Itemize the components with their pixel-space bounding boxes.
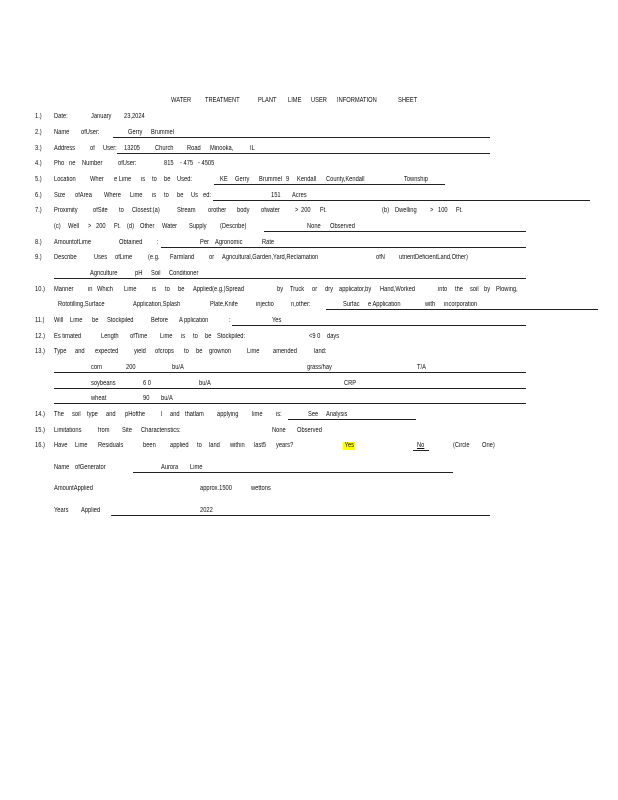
- title-word: USER: [311, 97, 327, 104]
- generator-field-line[interactable]: [133, 472, 453, 473]
- location-label: to: [152, 176, 157, 183]
- uses-value: Conditioner: [169, 270, 199, 277]
- manner-label: Application,Splash: [133, 301, 181, 308]
- crop-unit: T/A: [417, 364, 426, 371]
- crop-row-line[interactable]: [54, 388, 526, 389]
- size-label: Where: [104, 192, 121, 199]
- stockpiled-value: Yes: [272, 317, 282, 324]
- item-number: 7.): [35, 207, 42, 214]
- item-number: 14.): [35, 411, 45, 418]
- address-field-line[interactable]: [117, 153, 490, 154]
- uses-label: utrientDeficientLand,Other): [399, 254, 468, 261]
- date-value: 23,2024: [124, 113, 145, 120]
- crops-label: to: [184, 348, 189, 355]
- date-label: Date:: [54, 113, 68, 120]
- manner-label: by: [277, 286, 284, 293]
- length-label: Length: [101, 333, 119, 340]
- residuals-label: to: [197, 442, 202, 449]
- amount-value: Agronomic: [215, 239, 243, 246]
- phone-label: ofUser:: [118, 160, 137, 167]
- no-option[interactable]: No: [417, 442, 425, 449]
- soil-label: soil: [72, 411, 81, 418]
- item-number: 16.): [35, 442, 45, 449]
- manner-label: applicator,by: [339, 286, 372, 293]
- proximity-value: 200: [301, 207, 311, 214]
- stockpiled-label: Before: [151, 317, 168, 324]
- length-label: to: [193, 333, 198, 340]
- manner-label: is: [152, 286, 157, 293]
- proximity-label: to: [119, 207, 124, 214]
- item-number: 10.): [35, 286, 45, 293]
- length-value: <9 0: [309, 333, 321, 340]
- limitations-value: Observed: [297, 427, 322, 434]
- proximity-value: 100: [438, 207, 448, 214]
- soil-label: pHofthe: [125, 411, 146, 418]
- years-value: 2022: [200, 507, 213, 514]
- uses-field-line[interactable]: [54, 278, 526, 279]
- amount-applied-value: approx.1500: [200, 485, 232, 492]
- proximity-label: ofwater: [261, 207, 280, 214]
- size-label: Us: [191, 192, 199, 199]
- uses-label: Describe: [54, 254, 77, 261]
- years-field-line[interactable]: [111, 515, 490, 516]
- residuals-label: years?: [276, 442, 294, 449]
- uses-label: Uses: [94, 254, 108, 261]
- limitations-label: Characteristics:: [141, 427, 181, 434]
- item-number: 4.): [35, 160, 42, 167]
- manner-value: Surfac: [343, 301, 360, 308]
- soil-value: See: [308, 411, 319, 418]
- size-field-line[interactable]: [213, 200, 590, 201]
- size-label: to: [164, 192, 169, 199]
- crop-name: CRP: [344, 380, 357, 387]
- residuals-label: One): [482, 442, 495, 449]
- limitations-label: from: [98, 427, 110, 434]
- well-label: (c): [54, 223, 61, 230]
- stockpiled-label: Lime: [70, 317, 83, 324]
- crops-label: Lime: [247, 348, 260, 355]
- size-value: 151: [271, 192, 281, 199]
- soil-value: Analysis: [326, 411, 348, 418]
- length-label: Stockpiled:: [217, 333, 246, 340]
- stockpiled-field-line[interactable]: [232, 325, 526, 326]
- manner-label: Rototilling,Surface: [58, 301, 105, 308]
- title-word: TREATMENT: [205, 97, 240, 104]
- soil-field-line[interactable]: [288, 419, 416, 420]
- manner-label: injectio: [256, 301, 274, 308]
- manner-label: or: [312, 286, 318, 293]
- phone-value: 815: [164, 160, 174, 167]
- manner-label: in: [88, 286, 93, 293]
- limitations-label: Limitations: [54, 427, 82, 434]
- crops-label: Type: [54, 348, 67, 355]
- title-word: SHEET: [398, 97, 418, 104]
- limitations-label: Site: [122, 427, 132, 434]
- amount-label: :: [157, 239, 159, 246]
- generator-label: ofGenerator: [75, 464, 106, 471]
- length-label: Es timated: [54, 333, 82, 340]
- crop-yield: 6 0: [143, 380, 151, 387]
- item-number: 9.): [35, 254, 42, 261]
- proximity-label: orother: [208, 207, 227, 214]
- phone-label: ne: [69, 160, 76, 167]
- location-value: KE: [220, 176, 228, 183]
- crops-label: ofcrops: [155, 348, 174, 355]
- uses-value: pH: [135, 270, 143, 277]
- manner-label: to: [165, 286, 170, 293]
- manner-label: Plate,Knife: [210, 301, 238, 308]
- location-label: be: [164, 176, 171, 183]
- item-number: 3.): [35, 145, 42, 152]
- stockpiled-label: Stockpiled: [107, 317, 134, 324]
- item-number: 15.): [35, 427, 45, 434]
- manner-label: into: [438, 286, 448, 293]
- soil-label: type: [87, 411, 98, 418]
- proximity-label: Closest:(a): [132, 207, 160, 214]
- manner-label: dry: [325, 286, 333, 293]
- amount-value: Per: [200, 239, 209, 246]
- stockpiled-label: be: [92, 317, 99, 324]
- name-value: Gerry: [128, 129, 143, 136]
- crops-label: grownon: [209, 348, 232, 355]
- generator-label: Name: [54, 464, 70, 471]
- name-value: Brummel: [151, 129, 174, 136]
- crop-row-line[interactable]: [54, 372, 526, 373]
- residuals-label: been: [143, 442, 156, 449]
- crop-name: grass/hay: [307, 364, 332, 371]
- location-value: Kendall: [297, 176, 317, 183]
- manner-label: Plowing,: [496, 286, 518, 293]
- address-value: Road: [187, 145, 201, 152]
- item-number: 12.): [35, 333, 45, 340]
- location-value: Township: [404, 176, 428, 183]
- length-label: Lime: [160, 333, 173, 340]
- address-label: of: [90, 145, 95, 152]
- name-label: ofUser:: [81, 129, 100, 136]
- well-value: 200: [96, 223, 106, 230]
- uses-label: ofLime: [115, 254, 133, 261]
- title-word: WATER: [171, 97, 192, 104]
- location-label: is: [141, 176, 146, 183]
- manner-field-line[interactable]: [326, 309, 598, 310]
- manner-label: Manner: [54, 286, 74, 293]
- stockpiled-label: Will: [54, 317, 64, 324]
- crop-name: corn: [91, 364, 103, 371]
- generator-value: Aurora: [161, 464, 179, 471]
- proximity-label: Stream: [177, 207, 196, 214]
- soil-label: The: [54, 411, 64, 418]
- amount-applied-label: AmountApplied: [54, 485, 93, 492]
- location-label: e Lime: [114, 176, 132, 183]
- well-value: Ft.: [114, 223, 121, 230]
- size-label: is: [152, 192, 157, 199]
- proximity-label: Dwelling: [395, 207, 417, 214]
- other-supply-label: Other: [140, 223, 155, 230]
- length-value: days: [327, 333, 340, 340]
- soil-label: and: [106, 411, 116, 418]
- years-label: Years: [54, 507, 69, 514]
- address-value: 13205: [124, 145, 140, 152]
- residuals-label: applied: [170, 442, 189, 449]
- size-label: be: [177, 192, 184, 199]
- amount-applied-value: wettons: [251, 485, 271, 492]
- title-word: INFORMATION: [337, 97, 377, 104]
- crop-yield: 90: [143, 395, 150, 402]
- soil-label: applying: [217, 411, 239, 418]
- manner-label: Which: [97, 286, 113, 293]
- name-label: Name: [54, 129, 70, 136]
- length-label: is: [181, 333, 186, 340]
- other-supply-value: Observed: [330, 223, 355, 230]
- crop-unit: bu/A: [161, 395, 173, 402]
- crop-unit: bu/A: [172, 364, 184, 371]
- title-word: LIME: [288, 97, 302, 104]
- item-number: 2.): [35, 129, 42, 136]
- item-number: 6.): [35, 192, 42, 199]
- other-supply-value: None: [307, 223, 321, 230]
- residuals-label: Residuals: [98, 442, 124, 449]
- size-label: ed:: [203, 192, 211, 199]
- residuals-label: within: [230, 442, 245, 449]
- manner-label: Truck: [290, 286, 305, 293]
- size-label: Size: [54, 192, 66, 199]
- residuals-label: land: [209, 442, 220, 449]
- size-label: Lime: [130, 192, 143, 199]
- residuals-label: Lime: [75, 442, 88, 449]
- proximity-value: Ft.: [456, 207, 463, 214]
- stockpiled-label: :: [229, 317, 231, 324]
- crops-label: land:: [314, 348, 327, 355]
- well-label: Well: [68, 223, 80, 230]
- other-supply-label: Supply: [189, 223, 207, 230]
- crops-label: amended: [273, 348, 297, 355]
- location-field-line[interactable]: [214, 184, 445, 185]
- soil-label: and: [170, 411, 180, 418]
- manner-label: soil: [470, 286, 479, 293]
- well-value: >: [88, 223, 92, 230]
- manner-label: Applied(e.g.)Spread: [193, 286, 245, 293]
- residuals-label: (Circle: [453, 442, 470, 449]
- address-value: IL: [250, 145, 255, 152]
- crops-label: expected: [95, 348, 119, 355]
- location-value: Gerry: [235, 176, 250, 183]
- address-value: Minooka,: [210, 145, 234, 152]
- other-supply-label: (Describe): [220, 223, 247, 230]
- item-number: 13.): [35, 348, 45, 355]
- no-option-underline: [413, 450, 429, 451]
- manner-label: be: [178, 286, 185, 293]
- proximity-label: body: [237, 207, 250, 214]
- proximity-label: (b): [382, 207, 390, 214]
- crop-yield: 200: [126, 364, 136, 371]
- phone-label: Pho: [54, 160, 65, 167]
- item-number: 8.): [35, 239, 42, 246]
- amount-value: Rate: [262, 239, 275, 246]
- proximity-value: >: [430, 207, 434, 214]
- crops-label: and: [75, 348, 85, 355]
- crop-unit: bu/A: [199, 380, 211, 387]
- uses-label: (e.g.: [148, 254, 160, 261]
- proximity-label: Proximity: [54, 207, 78, 214]
- uses-value: Soil: [151, 270, 161, 277]
- yes-option[interactable]: Yes: [344, 442, 355, 449]
- manner-value: with: [425, 301, 436, 308]
- address-label: User:: [103, 145, 117, 152]
- manner-label: by: [484, 286, 491, 293]
- location-value: Brummel: [259, 176, 282, 183]
- size-value: Acres: [292, 192, 307, 199]
- location-label: Wher: [90, 176, 104, 183]
- residuals-label: last5: [254, 442, 267, 449]
- generator-value: Lime: [190, 464, 203, 471]
- crop-name: soybeans: [91, 380, 116, 387]
- name-field-line[interactable]: [113, 137, 490, 138]
- uses-label: Farmland: [170, 254, 195, 261]
- location-value: County,Kendall: [326, 176, 365, 183]
- uses-label: Agricultural,Garden,Yard,Reclamation: [222, 254, 319, 261]
- uses-value: Agriculture: [90, 270, 118, 277]
- location-label: Used:: [177, 176, 193, 183]
- uses-label: ofN: [376, 254, 385, 261]
- other-supply-label: Water: [162, 223, 178, 230]
- length-label: ofTime: [130, 333, 148, 340]
- crops-label: be: [196, 348, 203, 355]
- location-label: Location: [54, 176, 76, 183]
- phone-value: - 475: [180, 160, 194, 167]
- crop-name: wheat: [91, 395, 107, 402]
- manner-value: e Application: [368, 301, 401, 308]
- manner-label: n,other:: [291, 301, 311, 308]
- location-value: 9: [286, 176, 290, 183]
- address-label: Address: [54, 145, 76, 152]
- address-value: Church: [155, 145, 174, 152]
- title-word: PLANT: [258, 97, 277, 104]
- item-number: 5.): [35, 176, 42, 183]
- proximity-value: Ft.: [320, 207, 327, 214]
- phone-label: Number: [82, 160, 103, 167]
- uses-label: or: [209, 254, 215, 261]
- stockpiled-label: A pplication: [179, 317, 209, 324]
- manner-label: Lime: [124, 286, 137, 293]
- proximity-label: ofSite: [93, 207, 108, 214]
- amount-label: AmountofLime: [54, 239, 92, 246]
- soil-label: thatlam: [185, 411, 204, 418]
- soil-label: lime: [252, 411, 263, 418]
- residuals-label: Have: [54, 442, 68, 449]
- length-label: be: [205, 333, 212, 340]
- phone-value: - 4505: [198, 160, 215, 167]
- amount-field-line[interactable]: [161, 247, 526, 248]
- manner-label: the: [455, 286, 463, 293]
- size-label: ofArea: [75, 192, 92, 199]
- crops-label: yield: [134, 348, 146, 355]
- soil-label: is:: [276, 411, 282, 418]
- soil-label: l: [161, 411, 163, 418]
- years-label: Applied: [81, 507, 101, 514]
- item-number: 11.): [35, 317, 45, 324]
- date-value: January: [91, 113, 112, 120]
- other-supply-label: (d): [127, 223, 135, 230]
- other-supply-field-line[interactable]: [264, 231, 526, 232]
- item-number: 1.): [35, 113, 42, 120]
- limitations-value: None: [272, 427, 286, 434]
- proximity-value: >: [295, 207, 299, 214]
- manner-label: Hand,Worked: [380, 286, 415, 293]
- manner-value: incorporation: [444, 301, 478, 308]
- crop-row-line[interactable]: [54, 403, 526, 404]
- amount-label: Obtained: [119, 239, 143, 246]
